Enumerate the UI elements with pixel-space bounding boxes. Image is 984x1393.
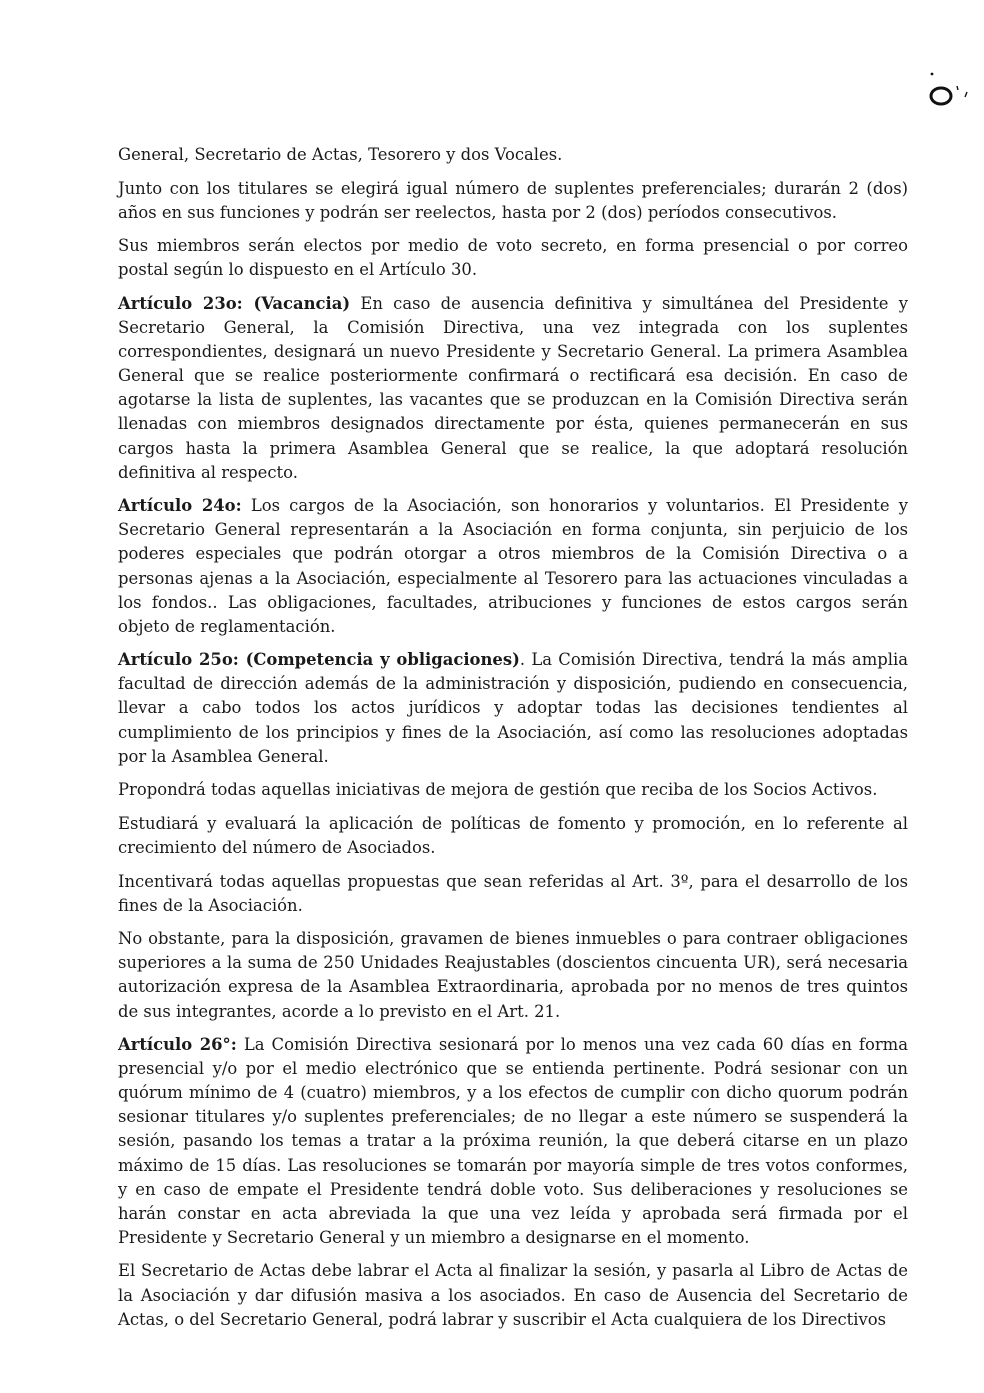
paragraph-text: Sus miembros serán electos por medio de voto secreto, en forma presencial o por correo postal según lo dispuesto en el Artículo 30. (118, 236, 908, 280)
article-23 (118, 292, 908, 485)
paragraph (118, 1259, 908, 1331)
article-heading: Artículo 24o: (118, 496, 242, 516)
paragraph (118, 234, 908, 282)
paragraph-text: Junto con los titulares se elegirá igual número de suplentes preferenciales; durarán 2 (dos) años en sus funciones y podrán ser reelectos, hasta por 2 (dos) períodos consecutivos. (118, 178, 908, 222)
paragraph-text: Propondrá todas aquellas iniciativas de mejora de gestión que reciba de los Socios Activos. (118, 780, 878, 800)
paragraph-text: El Secretario de Actas debe labrar el Acta al finalizar la sesión, y pasarla al Libro de Actas de la Asociación y dar difusión masiva a los asociados. En caso de Ausencia del Secretario de Actas, o del Secretario General, podrá labrar y suscribir el Acta cualquiera de los Directivos (118, 1261, 908, 1329)
paragraph (118, 143, 908, 167)
paragraph-text: En caso de ausencia definitiva y simultánea del Presidente y Secretario General, la Comisión Directiva, una vez integrada con los suplentes correspondientes, designará un nuevo Presidente y Secretario General. La primera Asamblea General que se realice posteriormente confirmará o rectificará esa decisión. En caso de agotarse la lista de suplentes, las vacantes que se produzcan en la Comisión Directiva serán llenadas con miembros designados directamente por ésta, quienes permanecerán en sus cargos hasta la primera Asamblea General que se realice, la que adoptará resolución definitiva al respecto. (118, 293, 908, 482)
paragraph-text: Estudiará y evaluará la aplicación de políticas de fomento y promoción, en lo referente al crecimiento del número de Asociados. (118, 813, 908, 857)
handwritten-mark-icon (920, 60, 980, 110)
paragraph-text: No obstante, para la disposición, gravamen de bienes inmuebles o para contraer obligaciones superiores a la suma de 250 Unidades Reajustables (doscientos cincuenta UR), será necesaria autorización expresa de la Asamblea Extraordinaria, aprobada por no menos de tres quintos de sus integrantes, acorde a lo previsto en el Art. 21. (118, 929, 908, 1021)
paragraph-text: General, Secretario de Actas, Tesorero y dos Vocales. (118, 145, 563, 164)
article-26 (118, 1033, 908, 1250)
paragraph (118, 870, 908, 918)
paragraph-text: La Comisión Directiva sesionará por lo menos una vez cada 60 días en forma presencial y/o por el medio electrónico que se entienda pertinente. Podrá sesionar con un quórum mínimo de 4 (cuatro) miembros, y a los efectos de cumplir con dicho quorum podrán sesionar titulares y/o suplentes preferenciales; de no llegar a este número se suspenderá la sesión, pasando los temas a tratar a la próxima reunión, la que deberá citarse en un plazo máximo de 15 días. Las resoluciones se tomarán por mayoría simple de tres votos conformes, y en caso de empate el Presidente tendrá doble voto. Sus deliberaciones y resoluciones se harán constar en acta abreviada la que una vez leída y aprobada será firmada por el Presidente y Secretario General y un miembro a designarse en el momento. (118, 1035, 908, 1247)
paragraph (118, 177, 908, 225)
article-25 (118, 648, 908, 768)
article-24 (118, 494, 908, 639)
paragraph-text: Los cargos de la Asociación, son honorarios y voluntarios. El Presidente y Secretario General representarán a la Asociación en forma conjunta, sin perjuicio de los poderes especiales que podrán otorgar a otros miembros de la Comisión Directiva o a personas ajenas a la Asociación, especialmente al Tesorero para las actuaciones vinculadas a los fondos.. Las obligaciones, facultades, atribuciones y funciones de estos cargos serán objeto de reglamentación. (118, 496, 908, 636)
article-heading: Artículo 26°: (118, 1035, 237, 1055)
paragraph (118, 812, 908, 860)
article-heading: Artículo 25o: (Competencia y obligaciones) (118, 650, 520, 670)
paragraph-text: . La Comisión Directiva, tendrá la más amplia facultad de dirección además de la administración y disposición, pudiendo en consecuencia, llevar a cabo todos los actos jurídicos y adoptar todas las decisiones tendientes al cumplimiento de los principios y fines de la Asociación, así como las resoluciones adoptadas por la Asamblea General. (118, 650, 908, 766)
article-heading: Artículo 23o: (Vacancia) (118, 293, 351, 313)
paragraph (118, 927, 908, 1023)
paragraph-text: Incentivará todas aquellas propuestas que sean referidas al Art. 3º, para el desarrollo de los fines de la Asociación. (118, 871, 908, 915)
paragraph (118, 778, 908, 802)
document-body (118, 143, 908, 1341)
